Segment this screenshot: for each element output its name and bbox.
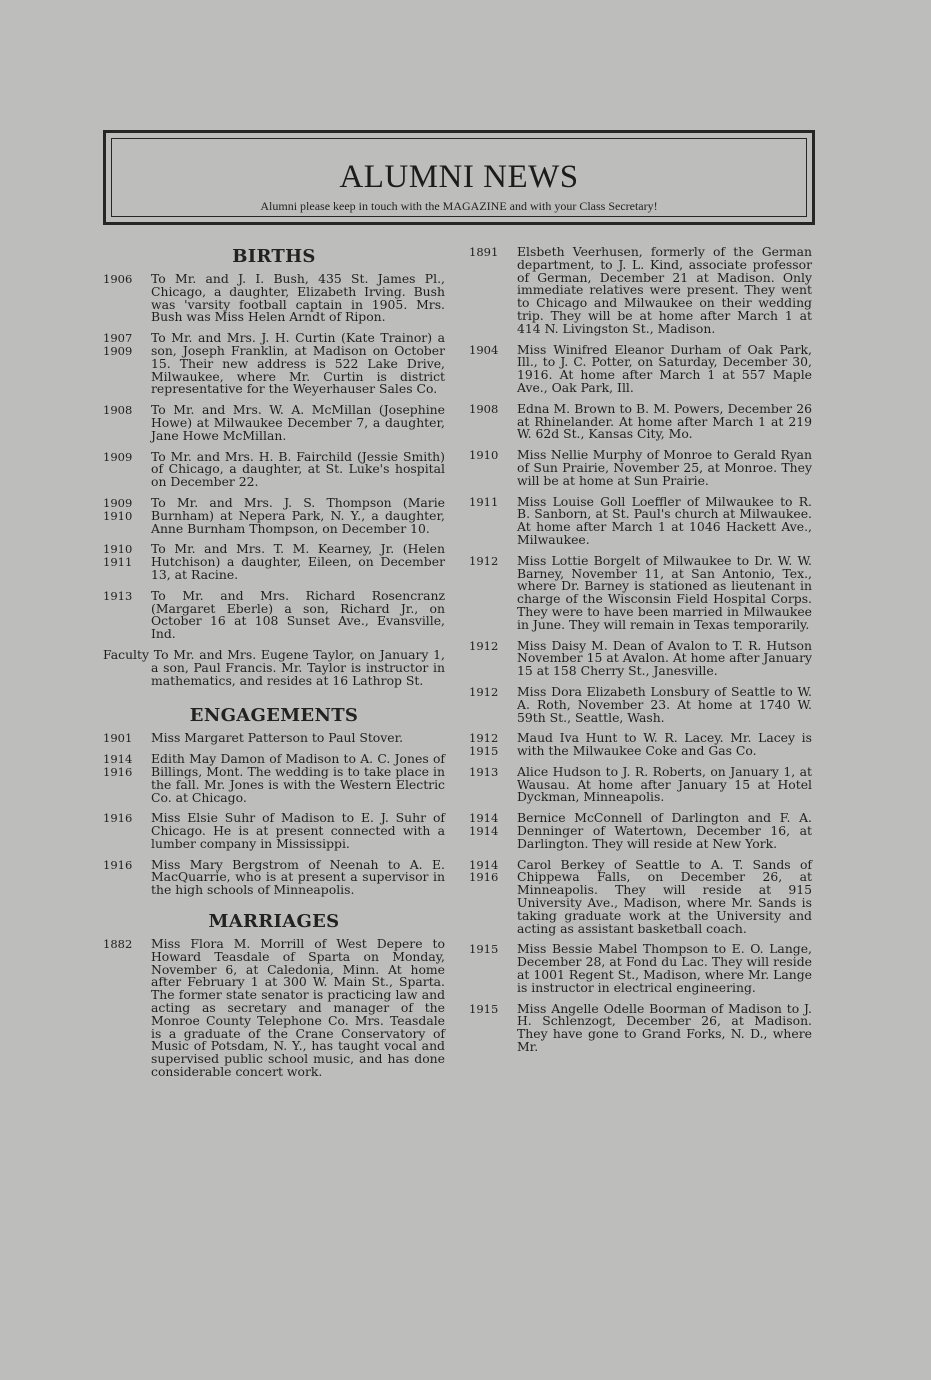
page-title: ALUMNI NEWS <box>339 159 579 195</box>
class-year-value: 1909 <box>103 495 133 510</box>
class-year <box>469 859 517 936</box>
engagement-entry-text: Miss Mary Bergstrom of Neenah to A. E. MacQuarrie, who is at present a supervisor in the high schools of Minneapolis. <box>151 856 445 898</box>
class-year <box>469 1003 517 1054</box>
marriage-entry-text: Miss Nellie Murphy of Monroe to Gerald Ryan of Sun Prairie, November 25, at Monroe. They will be at home at Sun Prairie. <box>517 447 812 488</box>
class-year-value: 1909 <box>103 449 133 464</box>
marriage-entry-text: Miss Bessie Mabel Thompson to E. O. Lange, December 28, at Fond du Lac. They will reside at 1001 Regent St., Madison, where Mr. Lange is instructor in electrical engineering. <box>517 941 812 995</box>
class-year-value: 1906 <box>103 272 133 286</box>
birth-entry <box>103 587 445 642</box>
engagement-entry-text: Miss Margaret Patterson to Paul Stover. <box>151 730 404 746</box>
marriage-entry <box>469 1000 812 1055</box>
class-year-value: 1913 <box>469 764 499 779</box>
class-year-value: 1916 <box>103 857 133 872</box>
birth-entry-text: To Mr. and Mrs. H. B. Fairchild (Jessie Smith) of Chicago, a daughter, at St. Luke's hospital on December 22. <box>151 448 445 490</box>
marriage-entry <box>469 341 812 395</box>
birth-entry <box>103 273 445 324</box>
class-year-value: 1908 <box>103 403 133 418</box>
marriage-entry <box>469 552 812 632</box>
class-year-value: 1915 <box>469 744 499 759</box>
marriage-entry <box>103 938 445 1079</box>
marriage-entry <box>469 400 812 442</box>
class-year-value: 1911 <box>103 555 133 570</box>
class-year-value: 1912 <box>469 731 499 746</box>
class-year-value: 1916 <box>469 870 499 885</box>
class-year-value: 1913 <box>103 588 133 603</box>
class-year <box>103 451 151 489</box>
marriage-entry-text: Maud Iva Hunt to W. R. Lacey. Mr. Lacey is with the Milwaukee Coke and Gas Co. <box>517 730 812 759</box>
birth-entry-text: To Mr. and Mrs. W. A. McMillan (Josephine Howe) at Milwaukee December 7, a daughter, Jane Howe McMillan. <box>151 402 445 443</box>
engagement-entry-text: Edith May Damon of Madison to A. C. Jones of Billings, Mont. The wedding is to take place in the fall. Mr. Jones is with the Western Electric Co. at Chicago. <box>151 751 445 805</box>
faculty-entry <box>103 646 445 688</box>
class-year <box>469 686 517 724</box>
class-year-value: 1912 <box>469 638 499 653</box>
birth-entry <box>103 332 445 396</box>
marriage-entry <box>469 856 812 936</box>
marriage-entry-text: Miss Angelle Odelle Boorman of Madison to J. H. Schlenzogt, December 26, at Madison. They have gone to Grand Forks, N. D., where Mr. <box>517 1000 812 1055</box>
class-year <box>103 332 151 396</box>
marriage-entry-text: Miss Lottie Borgelt of Milwaukee to Dr. W. W. Barney, November 11, at San Antonio, Tex., where Dr. Barney is stationed as lieutenant in charge of the Wisconsin Field Hospital Corps. They were to have been married in Milwaukee in June. They will remain in Texas temporarily. <box>517 552 812 632</box>
class-year <box>469 943 517 994</box>
engagement-entry <box>103 753 445 804</box>
class-year <box>469 449 517 487</box>
class-year <box>103 273 151 324</box>
class-year-value: 1909 <box>103 343 133 358</box>
marriages-heading: MARRIAGES <box>208 911 340 933</box>
birth-entry <box>103 494 445 536</box>
class-year-value: 1914 <box>103 752 133 767</box>
class-year <box>103 732 151 745</box>
class-year <box>469 766 517 804</box>
class-year <box>469 246 517 336</box>
class-year-value: 1910 <box>103 508 133 523</box>
birth-entry <box>103 404 445 442</box>
class-year <box>469 640 517 678</box>
faculty-text: To Mr. and Mrs. Eugene Taylor, on January 1, a son, Paul Francis. Mr. Taylor is instructor in mathematics, and resides at 16 Lathrop St. <box>151 646 445 688</box>
birth-entry-text: To Mr. and Mrs. J. H. Curtin (Kate Trainor) a son, Joseph Franklin, at Madison on October 15. Their new address is 522 Lake Drive, Milwaukee, where Mr. Curtin is district representative for the Weyerhauser Sales Co. <box>151 330 445 397</box>
marriage-entry-text: Miss Louise Goll Loeffler of Milwaukee to R. B. Sanborn, at St. Paul's church at Milwaukee. At home after March 1 at 1046 Hackett Ave., Milwaukee. <box>517 493 812 547</box>
class-year <box>469 812 517 850</box>
class-year <box>469 555 517 632</box>
marriage-entry <box>469 683 812 725</box>
marriage-entry <box>469 943 812 994</box>
class-year <box>103 404 151 442</box>
class-year-value: 1901 <box>103 731 133 746</box>
class-year <box>103 497 151 535</box>
marriage-entry-text: Miss Dora Elizabeth Lonsbury of Seattle to W. A. Roth, November 23. At home at 1740 W. 59th St., Seattle, Wash. <box>517 683 812 725</box>
birth-entry-text: To Mr. and Mrs. T. M. Kearney, Jr. (Helen Hutchison) a daughter, Eileen, on December 13, at Racine. <box>151 541 445 582</box>
engagements-list <box>103 732 445 897</box>
birth-entry-text: To Mr. and J. I. Bush, 435 St. James Pl., Chicago, a daughter, Elizabeth Irving. Bush was 'varsity football captain in 1905. Mrs. Bush was Miss Helen Arndt of Ripon. <box>151 271 445 325</box>
marriage-entry-text: Miss Winifred Eleanor Durham of Oak Park, Ill., to J. C. Potter, on Saturday, December 30, 1916. At home after March 1 at 557 Maple Ave., Oak Park, Ill. <box>517 341 812 395</box>
engagement-entry <box>103 732 445 745</box>
header-box <box>103 130 815 225</box>
marriage-entry-text: Miss Flora M. Morrill of West Depere to Howard Teasdale of Sparta on Monday, November 6, at Caledonia, Minn. At home after February 1 at 300 W. Main St., Sparta. The former state senator is practicing law and acting as secretary and manager of the Monroe County Telephone Co. Mrs. Teasdale is a graduate of the Crane Conservatory of Music of Potsdam, N. Y., has taught vocal and supervised public school music, and has done considerable concert work. <box>151 936 445 1080</box>
engagement-entry <box>103 812 445 850</box>
marriage-entry-text: Elsbeth Veerhusen, formerly of the German department, to J. L. Kind, associate professor of German, December 21 at Madison. Only immediate relatives were present. They went to Chicago and Milwaukee on their wedding trip. They will be at home after March 1 at 414 N. Livingston St., Madison. <box>517 244 812 336</box>
class-year-value: 1914 <box>469 857 499 872</box>
marriages-left-list <box>103 938 445 1079</box>
class-year <box>103 753 151 804</box>
class-year <box>103 938 151 1079</box>
class-year-value: 1910 <box>103 542 133 557</box>
marriage-entry <box>469 637 812 679</box>
class-year-value: 1916 <box>103 811 133 826</box>
marriage-entry <box>469 732 812 758</box>
faculty-entry-text <box>103 646 445 688</box>
class-year <box>469 403 517 441</box>
class-year-value: 1912 <box>469 684 499 699</box>
marriage-entry-text: Alice Hudson to J. R. Roberts, on January 1, at Wausau. At home after January 15 at Hotel Dyckman, Minneapolis. <box>517 763 812 805</box>
marriage-entry-text: Carol Berkey of Seattle to A. T. Sands of Chippewa Falls, on December 26, at Minneapolis. They will reside at 915 University Ave., Madison, where Mr. Sands is taking graduate work at the University and acting as assistant basketball coach. <box>517 856 812 936</box>
class-year <box>103 590 151 641</box>
class-year-value: 1907 <box>103 331 133 346</box>
marriage-entry <box>469 449 812 487</box>
marriage-entry <box>469 493 812 547</box>
engagements-heading: ENGAGEMENTS <box>189 705 359 727</box>
class-year-value: 1914 <box>469 824 499 839</box>
birth-entry-text: To Mr. and Mrs. Richard Rosencranz (Margaret Eberle) a son, Richard Jr., on October 16 at 108 Sunset Ave., Evansville, Ind. <box>151 587 445 642</box>
right-column <box>469 246 812 1062</box>
class-year-value: 1910 <box>469 448 499 463</box>
header-inner-frame <box>111 138 807 217</box>
births-list <box>103 273 445 641</box>
engagement-entry <box>103 856 445 898</box>
class-year-value: 1911 <box>469 494 499 509</box>
class-year-value: 1914 <box>469 811 499 826</box>
class-year-value: 1916 <box>103 764 133 779</box>
marriage-entry <box>469 812 812 850</box>
class-year-value: 1912 <box>469 553 499 568</box>
marriages-right-list <box>469 246 812 1054</box>
class-year <box>469 732 517 758</box>
left-column <box>103 246 445 1087</box>
class-year <box>469 344 517 395</box>
class-year-value: 1908 <box>469 401 499 416</box>
class-year <box>469 496 517 547</box>
faculty-label: Faculty <box>103 646 150 662</box>
marriage-entry-text: Miss Daisy M. Dean of Avalon to T. R. Hutson November 15 at Avalon. At home after January 15 at 158 Cherry St., Janesville. <box>517 637 812 679</box>
class-year <box>103 859 151 897</box>
birth-entry-text: To Mr. and Mrs. J. S. Thompson (Marie Burnham) at Nepera Park, N. Y., a daughter, Anne Burnham Thompson, on December 10. <box>151 494 445 536</box>
class-year <box>103 543 151 581</box>
marriage-entry-text: Bernice McConnell of Darlington and F. A. Denninger of Watertown, December 16, at Darlington. They will reside at New York. <box>517 810 812 851</box>
birth-entry <box>103 448 445 490</box>
class-year-value: 1882 <box>103 937 133 952</box>
engagement-entry-text: Miss Elsie Suhr of Madison to E. J. Suhr of Chicago. He is at present connected with a lumber company in Mississippi. <box>151 810 445 851</box>
page-subtitle: Alumni please keep in touch with the MAGAZINE and with your Class Secretary! <box>260 199 658 213</box>
class-year <box>103 812 151 850</box>
marriage-entry-text: Edna M. Brown to B. M. Powers, December 26 at Rhinelander. At home after March 1 at 219 W. 62d St., Kansas City, Mo. <box>517 400 812 442</box>
class-year-value: 1904 <box>469 342 499 357</box>
class-year-value: 1915 <box>469 1001 499 1016</box>
births-heading: BIRTHS <box>232 246 316 267</box>
class-year-value: 1915 <box>469 942 499 957</box>
class-year-value: 1891 <box>469 245 499 259</box>
birth-entry <box>103 543 445 581</box>
marriage-entry <box>469 763 812 805</box>
marriage-entry <box>469 246 812 336</box>
